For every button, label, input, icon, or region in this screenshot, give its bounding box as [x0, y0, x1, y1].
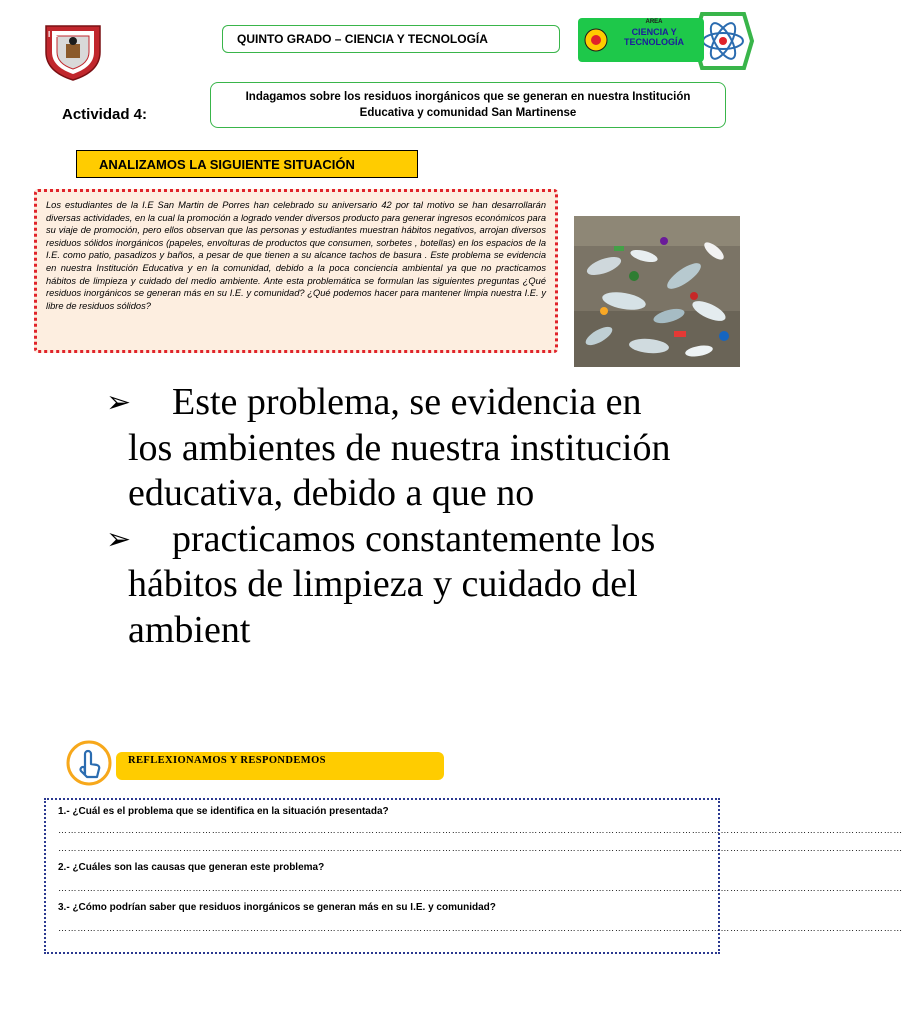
situation-heading: ANALIZAMOS LA SIGUIENTE SITUACIÓN	[76, 150, 418, 178]
answer-line[interactable]: …………………………………………………………………………………………………………………………………………………………………………………………………………………………………………	[58, 825, 903, 835]
question-1: 1.- ¿Cuál es el problema que se identifica en la situación presentada?	[58, 806, 389, 817]
arrow-bullet-icon: ➢	[106, 522, 132, 556]
answer-bullet-2	[102, 517, 674, 654]
answer-text	[102, 380, 674, 653]
grade-title: QUINTO GRADO – CIENCIA Y TECNOLOGÍA	[222, 25, 560, 53]
activity-topic: Indagamos sobre los residuos inorgánicos que se generan en nuestra Institución Educativa y comunidad San Martinense	[210, 82, 726, 128]
activity-label: Actividad 4:	[62, 106, 148, 123]
answer-line-1: Este problema, se evidencia en los ambientes de nuestra institución educativa, debido a que no	[128, 381, 671, 514]
hand-pointer-icon	[66, 740, 112, 786]
question-2: 2.- ¿Cuáles son las causas que generan este problema?	[58, 862, 325, 873]
school-initials: I E	[48, 30, 58, 39]
waste-photo	[574, 216, 740, 367]
area-label: AREA	[645, 19, 663, 25]
reflect-heading: REFLEXIONAMOS Y RESPONDEMOS	[116, 752, 444, 780]
answer-line-2: practicamos constantemente los hábitos de limpieza y cuidado del ambient	[128, 517, 656, 651]
arrow-bullet-icon: ➢	[106, 386, 132, 419]
area-name-line2: TECNOLOGÍA	[624, 37, 684, 47]
situation-text: Los estudiantes de la I.E San Martin de Porres han celebrado su aniversario 42 por tal motivo se han desarrollarán diversas actividades, en la cual la promoción a logrado vender diversos producto para generar ingresos económicos para su viaje de promoción, pero ellos observan que las personas y estudiantes muestran hábitos negativos, arrojan diversos residuos sólidos inorgánicos (papeles, envolturas de productos que consumen, sorbetes , botellas) en los espacios de la I.E. como patio, pasadizos y baños, a pesar de que tienen a su alcance tachos de basura . Este problema se evidencia en nuestra Institución Educativa y en la comunidad, debido a la poca conciencia ambiental ya que no practicamos hábitos de limpieza y cuidado del medio ambiente. Ante esta problemática se formulan las siguientes preguntas ¿Qué residuos inorgánicos se generan más en su I.E. y comunidad? ¿Qué podemos hacer para mantener limpia nuestra I.E. y libre de residuos sólidos?	[34, 189, 558, 353]
question-3: 3.- ¿Cómo podrían saber que residuos inorgánicos se generan más en su I.E. y comunidad?	[58, 902, 496, 913]
answer-line[interactable]: …………………………………………………………………………………………………………………………………………………………………………………………………………………………………………	[58, 883, 903, 893]
answer-bullet-1	[102, 380, 674, 517]
area-name	[604, 27, 704, 47]
area-name-line1: CIENCIA Y	[631, 27, 677, 37]
answer-line[interactable]: …………………………………………………………………………………………………………………………………………………………………………………………………………………………………………	[58, 843, 903, 853]
questions-box	[44, 798, 903, 954]
answer-line[interactable]: …………………………………………………………………………………………………………………………………………………………………………………………………………………………………………	[58, 923, 903, 933]
